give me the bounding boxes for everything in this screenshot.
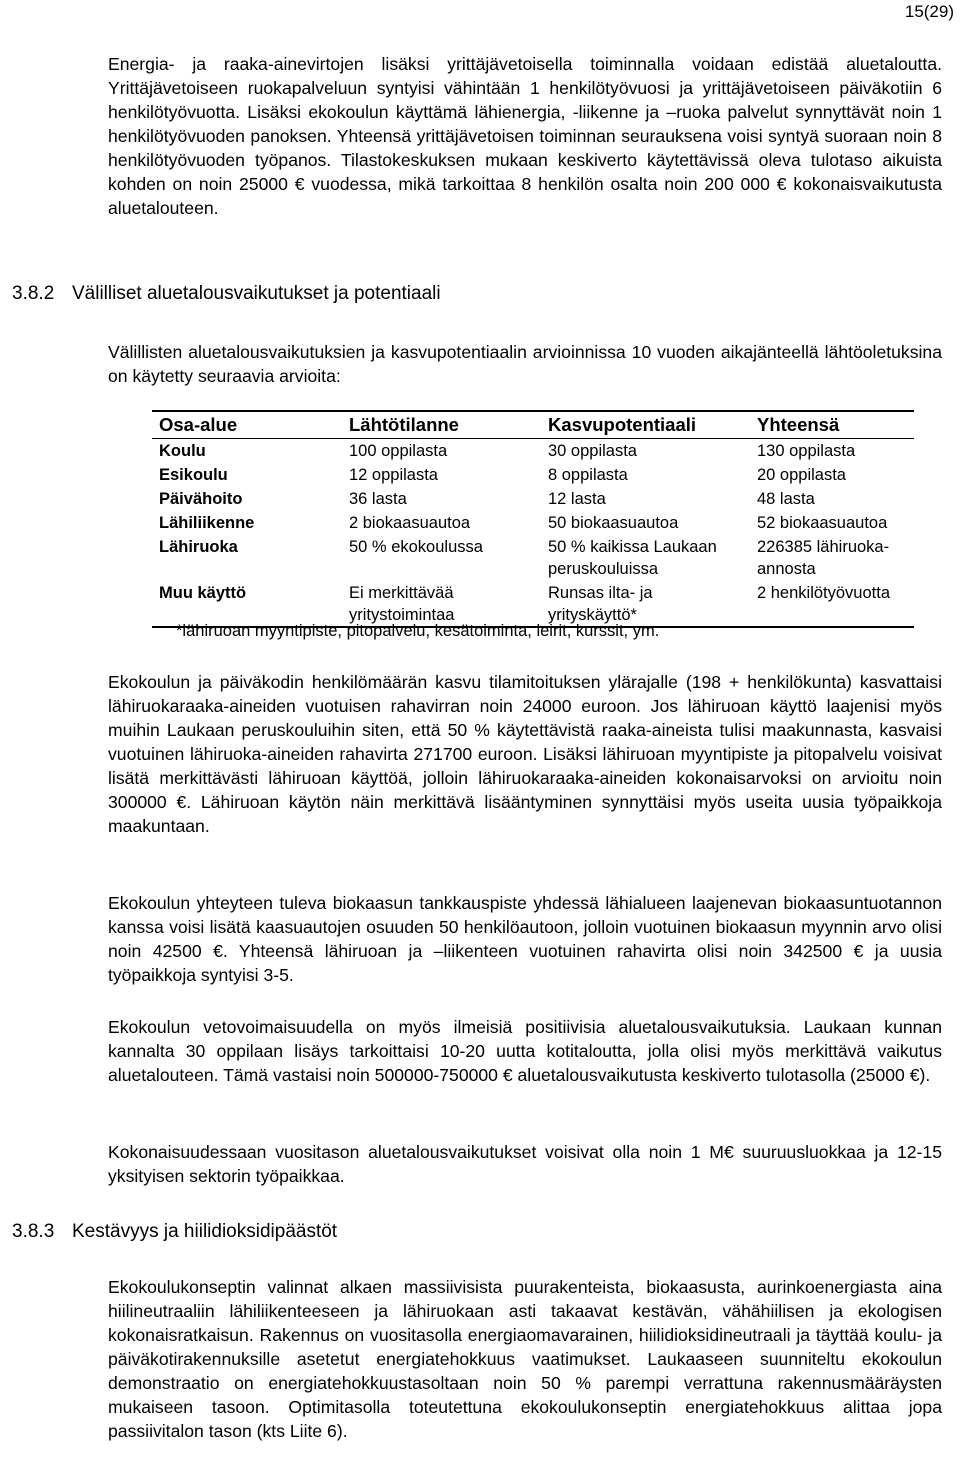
table-header-cell: Lähtötilanne — [343, 411, 542, 439]
table-header-cell: Yhteensä — [751, 411, 914, 439]
table-cell: 130 oppilasta — [751, 439, 914, 463]
table-cell: 50 biokaasuautoa — [542, 511, 751, 535]
table-cell: 12 oppilasta — [343, 463, 542, 487]
section-number: 3.8.3 — [12, 1221, 55, 1242]
table-cell: 48 lasta — [751, 487, 914, 511]
table-row — [153, 511, 914, 535]
table-cell: 20 oppilasta — [751, 463, 914, 487]
table-cell: 226385 lähiruoka-annosta — [751, 535, 914, 581]
section-heading-3-8-3 — [12, 1221, 337, 1243]
table-row — [153, 439, 914, 463]
table-row — [153, 581, 914, 628]
section-title: Kestävyys ja hiilidioksidipäästöt — [72, 1221, 338, 1242]
table-cell: Lähiruoka — [153, 535, 343, 581]
paragraph-sustainability: Ekokoulukonseptin valinnat alkaen massiivisista puurakenteista, biokaasusta, aurinkoenergiasta aina hiilineutraaliin lähiliikenteeseen ja lähiruokaan asti takaavat kestävän, vähähiilisen ja ekologisen kokonaisratkaisun. Rakennus on vuositasolla energiaomavarainen, hiilidioksidineutraali ja täyttää koulu- ja päiväkotirakennuksille asetetut energiatehokkuus vaatimukset. Laukaaseen suunniteltu ekokoulun demonstraatio on energiatehokkuustasoltaan noin 50 % parempi verrattuna rakennusmääräysten mukaiseen tasoon. Optimitasolla toteutettuna ekokoulukonseptin energiatehokkuus alittaa jopa passiivitalon tason (kts Liite 6). — [108, 1277, 942, 1441]
table-cell: Muu käyttö — [153, 581, 343, 628]
table-header-cell: Osa-alue — [153, 411, 343, 439]
estimates-table — [152, 410, 914, 628]
table-cell: 2 biokaasuautoa — [343, 511, 542, 535]
table-row — [153, 463, 914, 487]
table-cell: 12 lasta — [542, 487, 751, 511]
table-cell: Päivähoito — [153, 487, 343, 511]
section-heading-3-8-2 — [12, 283, 441, 305]
table-cell: 52 biokaasuautoa — [751, 511, 914, 535]
paragraph-local-food: Ekokoulun ja päiväkodin henkilömäärän kasvu tilamitoituksen ylärajalle (198 + henkilökunta) kasvattaisi lähiruokaraaka-aineiden vuotuisen rahavirran noin 24000 euroon. Jos lähiruoan käyttö laajenisi myös muihin Laukaan peruskouluihin siten, että 50 % käytettävistä raaka-aineista tulisi maakunnasta, kasvaisi vuotuinen lähiruoka-aineiden rahavirta 271700 euroon. Lisäksi lähiruoan myyntipiste ja pitopalvelu voisivat lisätä merkittävästi lähiruoan käyttöä, jolloin lähiruokaraaka-aineiden kokonaisarvoksi on arvioitu noin 300000 €. Lähiruoan käytön näin merkittävä lisääntyminen synnyttäisi myös useita uusia työpaikkoja maakuntaan. — [108, 672, 942, 836]
table-cell: 50 % kaikissa Laukaan peruskouluissa — [542, 535, 751, 581]
page-number: 15(29) — [904, 2, 954, 21]
table-cell: 2 henkilötyövuotta — [751, 581, 914, 628]
paragraph-assumptions: Välillisten aluetalousvaikutuksien ja kasvupotentiaalin arvioinnissa 10 vuoden aikajänteellä lähtöoletuksina on käytetty seuraavia arvioita: — [108, 342, 942, 386]
table-cell: Runsas ilta- ja yrityskäyttö* — [542, 581, 751, 628]
table-row — [153, 535, 914, 581]
table-cell: 30 oppilasta — [542, 439, 751, 463]
table-cell: Koulu — [153, 439, 343, 463]
paragraph-total-impact: Kokonaisuudessaan vuositason aluetalousvaikutukset voisivat olla noin 1 M€ suuruusluokkaa ja 12-15 yksityisen sektorin työpaikkaa. — [108, 1142, 942, 1186]
table-cell: Lähiliikenne — [153, 511, 343, 535]
table-row — [153, 487, 914, 511]
table-cell: 50 % ekokoulussa — [343, 535, 542, 581]
table-cell: 100 oppilasta — [343, 439, 542, 463]
table-cell: Ei merkittävää yritystoimintaa — [343, 581, 542, 628]
paragraph-energy: Energia- ja raaka-ainevirtojen lisäksi yrittäjävetoisella toiminnalla voidaan edistää aluetaloutta. Yrittäjävetoiseen ruokapalveluun syntyisi vähintään 1 henkilötyövuosi ja yrittäjävetoiseen päiväkotiin 6 henkilötyövuotta. Lisäksi ekokoulun käyttämä lähienergia, -liikenne ja –ruoka palvelut synnyttävät noin 1 henkilötyövuoden panoksen. Yhteensä yrittäjävetoisen toiminnan seurauksena voisi syntyä suoraan noin 8 henkilötyövuoden työpanos. Tilastokeskuksen mukaan keskiverto käytettävissä oleva tulotaso aikuista kohden on noin 25000 € vuodessa, mikä tarkoittaa 8 henkilön osalta noin 200 000 € kokonaisvaikutusta aluetalouteen. — [108, 54, 942, 218]
table-header-cell: Kasvupotentiaali — [542, 411, 751, 439]
table-cell: 8 oppilasta — [542, 463, 751, 487]
table-footnote: *lähiruoan myyntipiste, pitopalvelu, kesätoiminta, leirit, kurssit, ym. — [176, 622, 660, 640]
section-number: 3.8.2 — [12, 283, 55, 304]
paragraph-biogas: Ekokoulun yhteyteen tuleva biokaasun tankkauspiste yhdessä lähialueen laajenevan biokaasuntuotannon kanssa voisi lisätä kaasuautojen osuuden 50 henkilöautoon, jolloin vuotuinen biokaasun myynnin arvo olisi noin 42500 €. Yhteensä lähiruoan ja –liikenteen vuotuinen rahavirta olisi noin 342500 € ja uusia työpaikkoja syntyisi 3-5. — [108, 893, 942, 985]
paragraph-attractiveness: Ekokoulun vetovoimaisuudella on myös ilmeisiä positiivisia aluetalousvaikutuksia. Laukaan kunnan kannalta 30 oppilaan lisäys tarkoittaisi 10-20 uutta kotitaloutta, jolla olisi myös merkittävä vaikutus aluetalouteen. Tämä vastaisi noin 500000-750000 € aluetalousvaikutusta keskiverto tulotasolla (25000 €). — [108, 1017, 942, 1085]
table-cell: Esikoulu — [153, 463, 343, 487]
section-title: Välilliset aluetalousvaikutukset ja potentiaali — [72, 283, 441, 304]
table-cell: 36 lasta — [343, 487, 542, 511]
table-header-row — [153, 411, 914, 439]
